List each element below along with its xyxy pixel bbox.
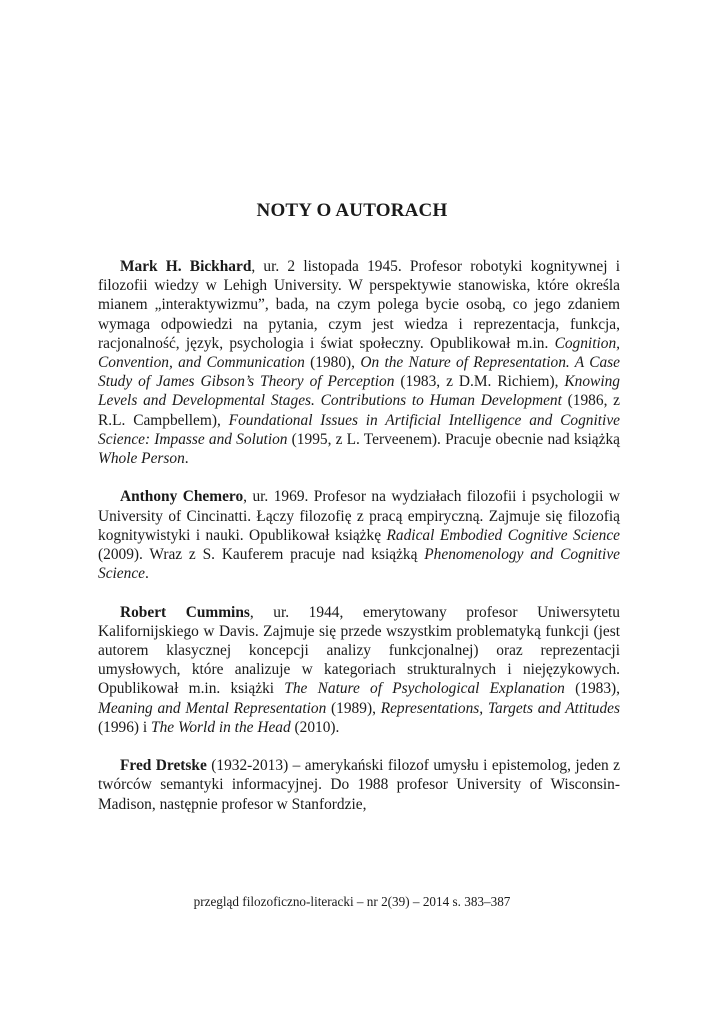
bio-paragraph [98,603,620,737]
author-name: Robert Cummins [120,603,250,621]
bio-text: (1980), [304,354,361,372]
bio-paragraph [98,257,620,468]
work-title: The World in the Head [151,718,291,736]
bio-column [98,257,620,833]
work-title: Foundational Issues in Artificial Intelligence and Cognitive Science: Impasse and Solution [98,411,620,448]
bio-text: , ur. 1969. Profesor na wydziałach filozofii i psychologii w University of Cincinatti. Łączy filozofię z pracą empiryczną. Zajmuje się filozofią kognitywistyki i nauki. Opublikował książkę [98,488,621,544]
bio-text: (1996) i [98,718,152,736]
bio-text: (1995, z L. Terveenem). Pracuje obecnie nad książką [287,430,620,448]
bio-text: (1989), [326,699,381,717]
bio-paragraph [98,756,620,814]
page-footer: przegląd filozoficzno-literacki – nr 2(39) – 2014 s. 383–387 [193,894,511,909]
work-title: Cognition, Convention, and Communication [98,334,620,372]
bio-text: (1983, z D.M. Richiem), [394,373,565,391]
work-title: Knowing Levels and Developmental Stages. Contributions to Human Development [98,373,620,410]
bio-text: , ur. 2 listopada 1945. Profesor robotyki kognitywnej i filozofii wiedzy w Lehigh University. W perspektywie stanowiska, które określa mianem „interaktywizmu”, bada, na czym polega bycie osobą, co jego zdaniem wymaga odpowiedzi na pytania, czym jest wiedza i reprezentacja, funkcja, racjonalność, język, psychologia i świat społeczny. Opublikował m.in. [98,258,620,352]
page-title: NOTY O AUTORACH [256,200,448,221]
bio-text: (2010). [290,718,340,736]
work-title: On the Nature of Representation. A Case Study of James Gibson’s Theory of Perception [98,354,620,391]
work-title: Meaning and Mental Representation [98,699,327,717]
author-name: Anthony Chemero [120,488,244,506]
bio-text: , ur. 1944, emerytowany profesor Uniwersytetu Kalifornijskiego w Davis. Zajmuje się przede wszystkim problematyką funkcji (jest autorem klasycznej koncepcji analizy funkcjonalnej) oraz reprezentacji umysłowych, które analizuje w kategoriach strukturalnych i niejęzykowych. Opublikował m.in. książki [98,603,620,698]
bio-text: (1986, z R.L. Campbellem), [98,392,621,429]
bio-text: . [184,450,189,468]
bio-paragraph [98,487,620,583]
bio-text: (2009). Wraz z S. Kauferem pracuje nad książką [98,546,425,564]
work-title: The Nature of Psychological Explanation [284,680,565,698]
bio-text: (1932-2013) – amerykański filozof umysłu i epistemolog, jeden z twórców semantyki informacyjnej. Do 1988 profesor University of Wisconsin-Madison, następnie profesor w Stanfordzie, [98,757,621,813]
work-title: Phenomenology and Cognitive Science [98,546,621,583]
work-title: Representations, Targets and Attitudes [380,699,620,717]
work-title: Whole Person [98,450,185,468]
bio-text: . [145,565,149,583]
work-title: Radical Embodied Cognitive Science [386,526,620,544]
bio-text: (1983), [564,680,621,698]
author-name: Fred Dretske [120,757,207,775]
author-name: Mark H. Bickhard [120,258,252,275]
